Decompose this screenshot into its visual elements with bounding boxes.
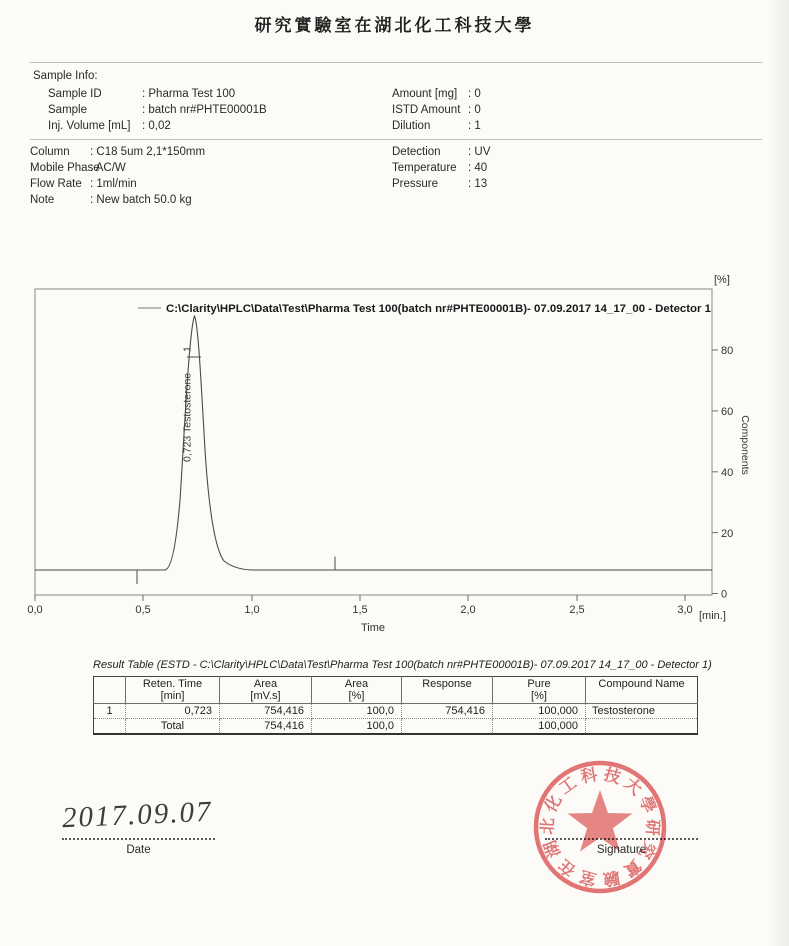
y-unit-label: [%] — [714, 274, 730, 286]
field-value: : C18 5um 2,1*150mm — [90, 146, 206, 158]
field-label: Pressure — [392, 178, 439, 190]
y-tick-40: 40 — [721, 467, 734, 479]
col-retention-time: Reten. Time [min] — [126, 677, 220, 704]
y-tick-80: 80 — [721, 345, 734, 357]
x-tick-labels — [27, 604, 692, 616]
cell-total-compound — [586, 719, 698, 734]
x-tick-2.0: 2,0 — [460, 604, 476, 616]
cell-total-pure: 100,000 — [493, 719, 586, 734]
x-axis-ticks — [35, 595, 685, 601]
y-tick-labels — [721, 345, 733, 601]
total-row — [94, 719, 698, 734]
cell-number: 1 — [94, 704, 126, 719]
col-area-mvs: Area [mV.s] — [220, 677, 312, 704]
signature-label: Signature — [596, 844, 647, 856]
cell-pure: 100,000 — [493, 704, 586, 719]
field-value: : 0 — [468, 88, 481, 100]
x-tick-1.5: 1,5 — [352, 604, 368, 616]
y-tick-60: 60 — [721, 406, 734, 418]
field-value: : UV — [468, 146, 491, 158]
col-response: Response — [402, 677, 493, 704]
stamp-star-icon — [568, 790, 633, 852]
date-line — [62, 838, 215, 840]
field-label: Inj. Volume [mL] — [48, 120, 131, 132]
sample-info-heading: Sample Info: — [33, 70, 98, 82]
result-table — [93, 676, 698, 735]
field-value: : 1ml/min — [90, 178, 137, 190]
peak-retention-label: 0,723 Testosterone — [181, 372, 194, 462]
cell-response: 754,416 — [402, 704, 493, 719]
date-label: Date — [126, 844, 151, 856]
field-value: : 1 — [468, 120, 481, 132]
col-area-pct: Area [%] — [312, 677, 402, 704]
col-pure: Pure [%] — [493, 677, 586, 704]
field-label: Temperature — [392, 162, 457, 174]
col-number — [94, 677, 126, 704]
stamp-text: 湖北化工科技大學研究實驗室在 — [538, 765, 662, 889]
result-table-header — [94, 677, 698, 704]
field-label: Amount [mg] — [392, 88, 458, 100]
field-value: : 13 — [468, 178, 488, 190]
peak-number-label: 1 — [181, 346, 194, 352]
y-axis-title: Components — [739, 415, 751, 475]
result-table-title: Result Table (ESTD - C:\Clarity\HPLC\Data\Test\Pharma Test 100(batch nr#PHTE00001B)- 07.09.2017 14_17_00 - Detector 1) — [93, 659, 712, 671]
y-tick-0: 0 — [721, 588, 728, 601]
handwritten-date: 2017.09.07 — [61, 795, 214, 835]
cell-retention-time: 0,723 — [126, 704, 220, 719]
field-value: : New batch 50.0 kg — [90, 194, 192, 206]
cell-total-area-pct: 100,0 — [312, 719, 402, 734]
x-tick-1.0: 1,0 — [244, 604, 260, 616]
cell-total-label: Total — [126, 719, 220, 734]
field-label: Sample ID — [48, 88, 102, 100]
table-row — [94, 704, 698, 719]
field-value: : AC/W — [90, 162, 126, 174]
cell-area-pct: 100,0 — [312, 704, 402, 719]
cell-total-response — [402, 719, 493, 734]
plot-frame — [35, 289, 712, 595]
y-tick-20: 20 — [721, 528, 734, 540]
field-value: : Pharma Test 100 — [142, 88, 236, 100]
field-label: Note — [30, 194, 55, 206]
field-value: : batch nr#PHTE00001B — [142, 104, 267, 116]
field-label: Detection — [392, 146, 441, 158]
x-tick-2.5: 2,5 — [569, 604, 585, 616]
col-compound-name: Compound Name — [586, 677, 698, 704]
cell-area-mvs: 754,416 — [220, 704, 312, 719]
cell-blank — [94, 719, 126, 734]
field-label: ISTD Amount — [392, 104, 461, 116]
field-label: Sample — [48, 104, 87, 116]
university-stamp — [525, 752, 675, 902]
x-unit-label: [min.] — [699, 610, 726, 622]
field-label: Dilution — [392, 120, 431, 132]
cell-compound-name: Testosterone — [586, 704, 698, 719]
field-label: Flow Rate — [30, 178, 82, 190]
field-value: : 40 — [468, 162, 488, 174]
field-value: : 0 — [468, 104, 481, 116]
y-axis-ticks — [712, 350, 718, 594]
field-value: : 0,02 — [142, 120, 171, 132]
x-axis-title: Time — [360, 622, 386, 634]
x-tick-3.0: 3,0 — [677, 604, 693, 616]
page-title: 研究實驗室在湖北化工科技大學 — [254, 16, 535, 35]
x-tick-0.0: 0,0 — [27, 604, 43, 616]
field-label: Mobile Phase — [30, 162, 100, 174]
legend-text: C:\Clarity\HPLC\Data\Test\Pharma Test 100(batch nr#PHTE00001B)- 07.09.2017 14_17_00 - Detector 1 — [166, 303, 711, 315]
chromatogram-curve — [35, 316, 712, 570]
x-tick-0.5: 0,5 — [135, 604, 151, 616]
cell-total-area-mvs: 754,416 — [220, 719, 312, 734]
field-label: Column — [30, 146, 70, 158]
